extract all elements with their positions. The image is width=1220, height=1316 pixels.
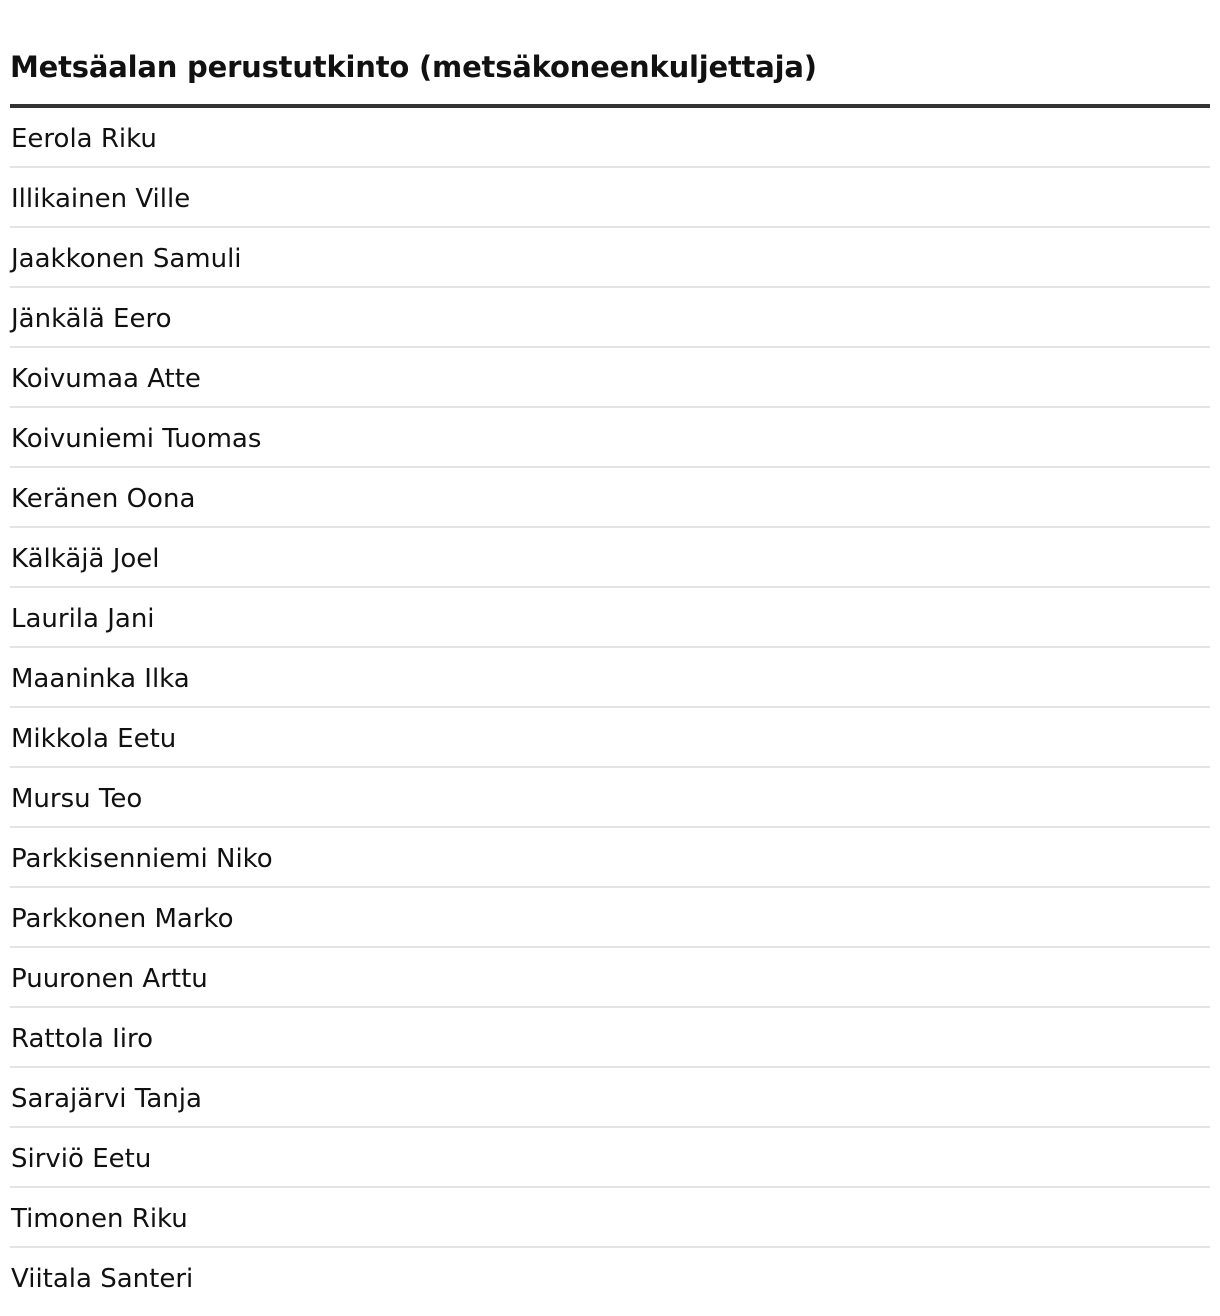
- table-row: Parkkonen Marko: [10, 888, 1210, 948]
- table-row: Laurila Jani: [10, 588, 1210, 648]
- graduates-table: [10, 0, 1210, 1308]
- table-row: Mursu Teo: [10, 768, 1210, 828]
- table-row: Puuronen Arttu: [10, 948, 1210, 1008]
- table-row: Keränen Oona: [10, 468, 1210, 528]
- table-row: Kälkäjä Joel: [10, 528, 1210, 588]
- table-row: Koivuniemi Tuomas: [10, 408, 1210, 468]
- table-row: Parkkisenniemi Niko: [10, 828, 1210, 888]
- table-row: Illikainen Ville: [10, 168, 1210, 228]
- table-title: Metsäalan perustutkinto (metsäkoneenkuljettaja): [10, 50, 817, 84]
- table-row: Koivumaa Atte: [10, 348, 1210, 408]
- table-row: Rattola Iiro: [10, 1008, 1210, 1068]
- table-row: Sirviö Eetu: [10, 1128, 1210, 1188]
- table-row: Jänkälä Eero: [10, 288, 1210, 348]
- table-row: Timonen Riku: [10, 1188, 1210, 1248]
- table-row: Sarajärvi Tanja: [10, 1068, 1210, 1128]
- table-row: Mikkola Eetu: [10, 708, 1210, 768]
- table-row: Maaninka Ilka: [10, 648, 1210, 708]
- name-list: [10, 108, 1210, 1308]
- table-row: Viitala Santeri: [11, 1264, 194, 1294]
- table-row: Jaakkonen Samuli: [10, 228, 1210, 288]
- table-row: Eerola Riku: [10, 108, 1210, 168]
